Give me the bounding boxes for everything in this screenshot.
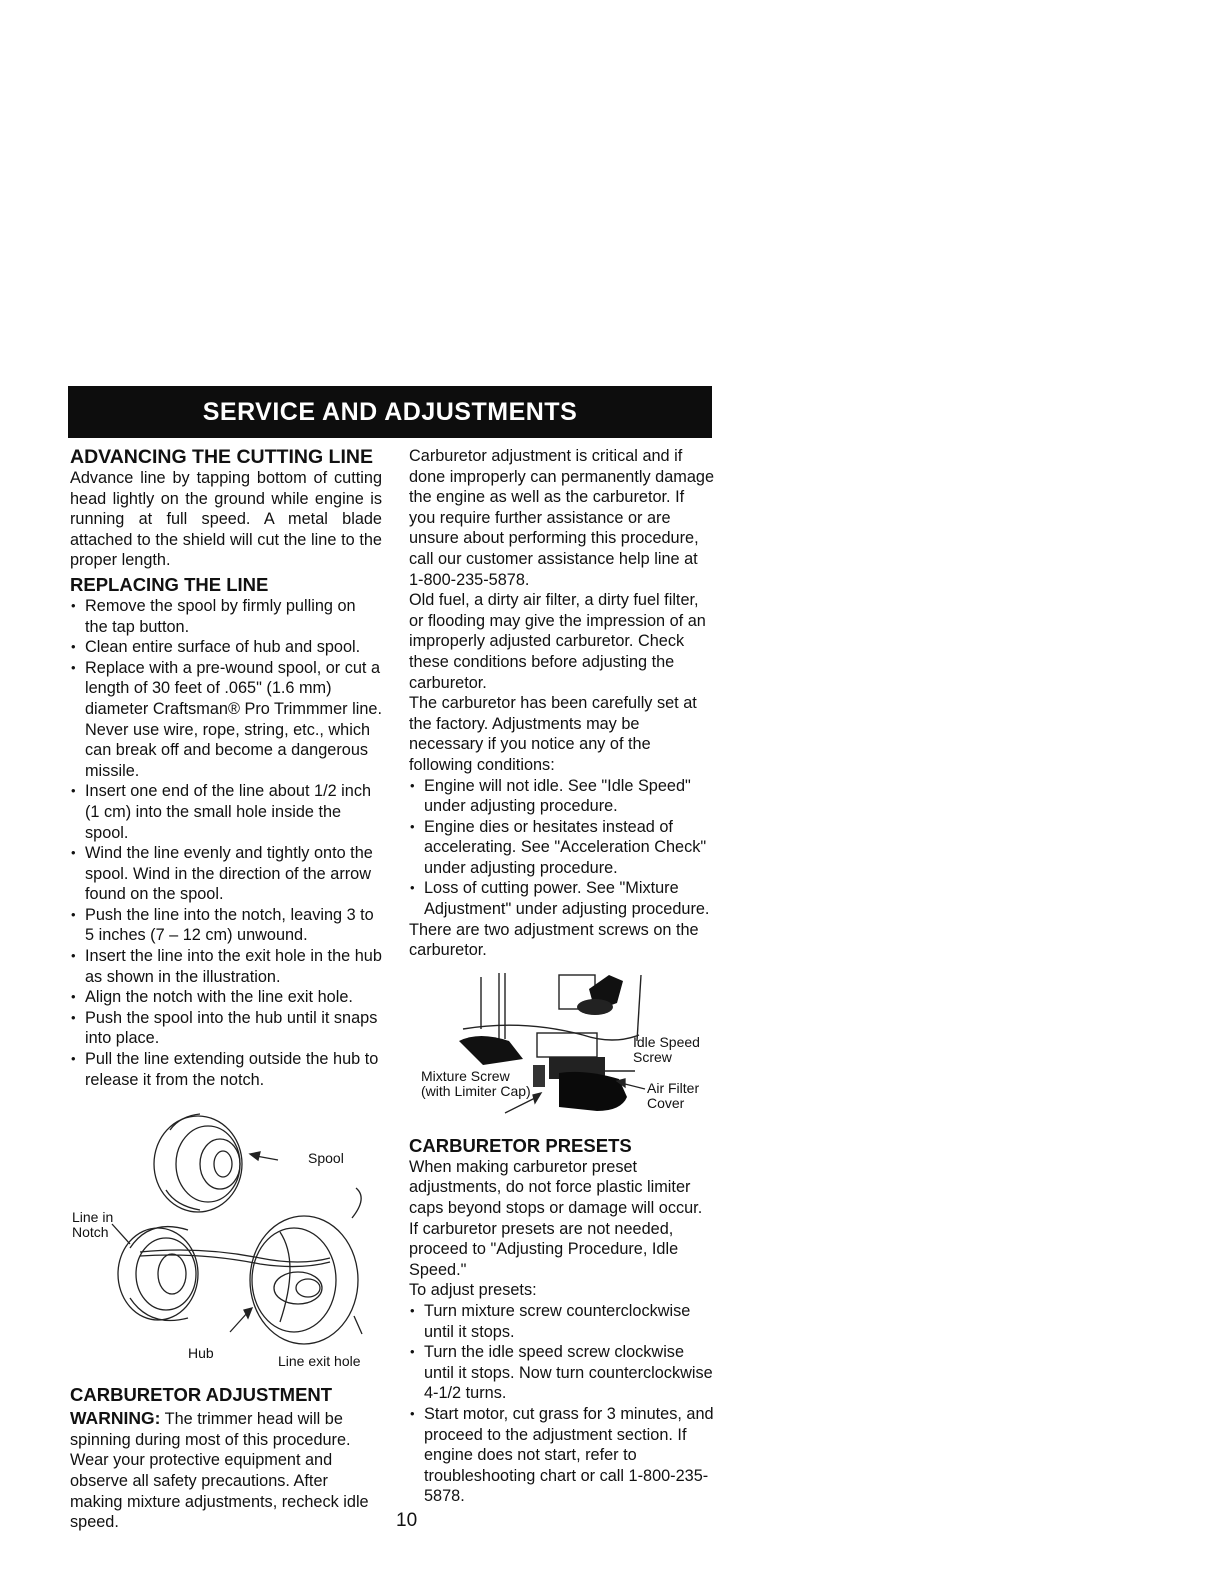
spool-hub-illustration	[70, 1102, 382, 1374]
mixture-screw-label: Mixture Screw (with Limiter Cap)	[421, 1067, 531, 1099]
list-item: • Push the spool into the hub until it snaps into place.	[70, 1008, 382, 1049]
presets-steps	[409, 1301, 714, 1507]
carb-conditions-paragraph: Old fuel, a dirty air filter, a dirty fuel filter, or flooding may give the impression of an improperly adjusted carburetor. Check these conditions before adjusting the carburetor.	[409, 591, 706, 692]
carb-intro-paragraph: Carburetor adjustment is critical and if done improperly can permanently damage the engine as well as the carburetor. If you require further assistance or are unsure about performing this procedure, call our customer assistance help line at 1-800-235-5878.	[409, 447, 714, 589]
left-column	[70, 446, 382, 1533]
list-item: • Replace with a pre-wound spool, or cut a length of 30 feet of .065" (1.6 mm) diameter Craftsman® Pro Trimmmer line. Never use wire, rope, string, etc., which can break off and become a dangerous missile.	[70, 658, 382, 782]
list-item: • Turn mixture screw counterclockwise until it stops.	[409, 1301, 714, 1342]
list-item: • Turn the idle speed screw clockwise until it stops. Now turn counterclockwise 4-1/2 turns.	[409, 1342, 714, 1404]
section-banner: SERVICE AND ADJUSTMENTS	[68, 386, 712, 438]
adjustment-screws-paragraph: There are two adjustment screws on the carburetor.	[409, 920, 699, 960]
replacing-steps	[70, 596, 382, 1090]
list-item: • Align the notch with the line exit hole.	[70, 987, 382, 1008]
carb-presets-heading: CARBURETOR PRESETS	[409, 1134, 632, 1156]
advancing-heading: ADVANCING THE CUTTING LINE	[70, 446, 373, 468]
list-item: • Engine dies or hesitates instead of accelerating. See "Acceleration Check" under adjusting procedure.	[409, 817, 714, 879]
idle-speed-screw-label: Idle Speed Screw	[633, 1033, 700, 1065]
page-number: 10	[396, 1510, 418, 1531]
advancing-text: Advance line by tapping bottom of cutting head lightly on the ground while engine is running at full speed. A metal blade attached to the shield will cut the line to the proper length.	[70, 469, 382, 570]
carb-conditions-list	[409, 776, 714, 920]
list-item: • Wind the line evenly and tightly onto the spool. Wind in the direction of the arrow found on the spool.	[70, 843, 382, 905]
presets-paragraph-2: If carburetor presets are not needed, proceed to "Adjusting Procedure, Idle Speed."	[409, 1219, 679, 1279]
list-item: • Insert the line into the exit hole in the hub as shown in the illustration.	[70, 946, 382, 987]
carb-factory-paragraph: The carburetor has been carefully set at the factory. Adjustments may be necessary if you notice any of the following conditions:	[409, 694, 697, 774]
spool-label: Spool	[308, 1150, 344, 1167]
list-item: • Insert one end of the line about 1/2 inch (1 cm) into the small hole inside the spool.	[70, 781, 382, 843]
list-item: • Pull the line extending outside the hub to release it from the notch.	[70, 1049, 382, 1090]
presets-paragraph-1: When making carburetor preset adjustments, do not force plastic limiter caps beyond stops or damage will occur.	[409, 1157, 703, 1218]
carburetor-illustration	[409, 969, 714, 1131]
air-filter-cover-label: Air Filter Cover	[647, 1079, 700, 1111]
warning-label: WARNING:	[70, 1408, 161, 1429]
list-item: • Engine will not idle. See "Idle Speed" under adjusting procedure.	[409, 776, 714, 817]
carb-warning	[70, 1408, 382, 1533]
list-item: • Start motor, cut grass for 3 minutes, and proceed to the adjustment section. If engine does not start, refer to troubleshooting chart or call 1-800-235-5878.	[409, 1404, 714, 1507]
hub-label: Hub	[188, 1345, 214, 1362]
carb-adjust-heading: CARBURETOR ADJUSTMENT	[70, 1384, 333, 1406]
replacing-heading: REPLACING THE LINE	[70, 573, 269, 595]
line-in-notch-label: Line in Notch	[72, 1209, 114, 1241]
presets-paragraph-3: To adjust presets:	[409, 1281, 537, 1300]
list-item: • Clean entire surface of hub and spool.	[70, 637, 382, 658]
line-exit-hole-label: Line exit hole	[278, 1353, 361, 1370]
list-item: • Push the line into the notch, leaving 3 to 5 inches (7 – 12 cm) unwound.	[70, 905, 382, 946]
list-item: • Remove the spool by firmly pulling on the tap button.	[70, 596, 382, 637]
warning-text: The trimmer head will be spinning during most of this procedure. Wear your protective equipment and observe all safety precautions. After making mixture adjustments, recheck idle speed.	[70, 1410, 369, 1532]
list-item: • Loss of cutting power. See "Mixture Adjustment" under adjusting procedure.	[409, 878, 714, 919]
right-column	[409, 446, 714, 1507]
